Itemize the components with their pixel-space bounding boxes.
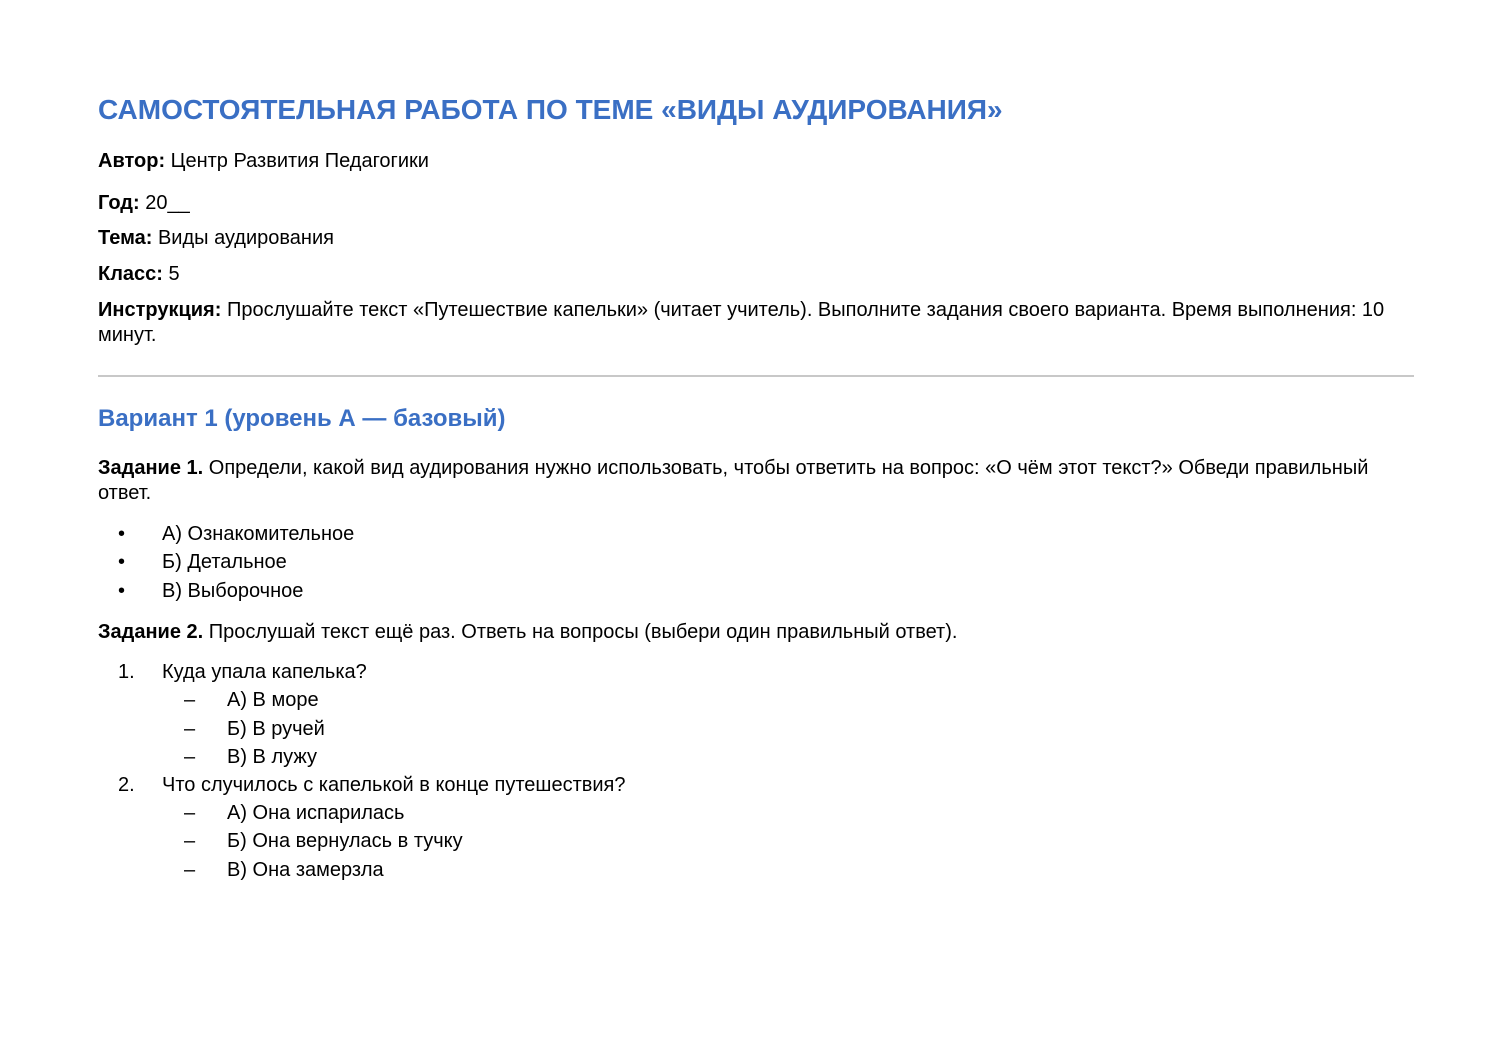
bullet-marker: • — [118, 523, 126, 545]
section-divider — [98, 375, 1414, 377]
task-2-label: Задание 2. — [98, 621, 204, 643]
year-label: Год: — [98, 192, 140, 214]
instruction-label: Инструкция: — [98, 299, 222, 321]
topic-value: Виды аудирования — [152, 227, 334, 249]
topic-label: Тема: — [98, 227, 153, 249]
question-2-option-c: В) Она замерзла — [227, 859, 384, 881]
task-1-text: Определи, какой вид аудирования нужно использовать, чтобы ответить на вопрос: «О чём этот текст?» Обведи правильный ответ. — [98, 457, 1369, 504]
instruction-line — [98, 298, 1414, 348]
year-value: 20__ — [139, 192, 190, 214]
year-line — [98, 191, 1414, 216]
dash-marker: – — [184, 746, 196, 768]
class-value: 5 — [162, 263, 180, 285]
question-1-number: 1. — [118, 661, 135, 683]
question-2-option-a: А) Она испарилась — [227, 802, 405, 824]
question-2-number: 2. — [118, 774, 135, 796]
topic-line — [98, 226, 1414, 251]
task-1-label: Задание 1. — [98, 457, 204, 479]
instruction-value: Прослушайте текст «Путешествие капельки» (читает учитель). Выполните задания своего варианта. Время выполнения: 10 минут. — [98, 299, 1385, 346]
question-1-option-b: Б) В ручей — [227, 718, 325, 740]
bullet-marker: • — [118, 580, 126, 602]
dash-marker: – — [184, 718, 196, 740]
bullet-marker: • — [118, 551, 126, 573]
variant-1-title: Вариант 1 (уровень А — базовый) — [98, 405, 506, 432]
task-1-option-c: В) Выборочное — [162, 580, 304, 602]
dash-marker: – — [184, 689, 196, 711]
dash-marker: – — [184, 802, 196, 824]
question-1-option-c: В) В лужу — [227, 746, 317, 768]
author-line — [98, 149, 1414, 174]
class-line — [98, 262, 1414, 287]
question-2-option-b: Б) Она вернулась в тучку — [227, 830, 463, 852]
question-1-option-a: А) В море — [227, 689, 319, 711]
question-2-text: Что случилось с капелькой в конце путешествия? — [162, 774, 626, 796]
question-1-text: Куда упала капелька? — [162, 661, 367, 683]
document-title: САМОСТОЯТЕЛЬНАЯ РАБОТА ПО ТЕМЕ «ВИДЫ АУДИРОВАНИЯ» — [98, 94, 1003, 125]
task-2-statement — [98, 620, 1414, 645]
dash-marker: – — [184, 830, 196, 852]
task-2-text: Прослушай текст ещё раз. Ответь на вопросы (выбери один правильный ответ). — [203, 621, 958, 643]
author-label: Автор: — [98, 150, 166, 172]
task-1-statement — [98, 456, 1414, 506]
task-1-option-b: Б) Детальное — [162, 551, 287, 573]
author-value: Центр Развития Педагогики — [165, 150, 429, 172]
class-label: Класс: — [98, 263, 163, 285]
dash-marker: – — [184, 859, 196, 881]
task-1-option-a: А) Ознакомительное — [162, 523, 355, 545]
